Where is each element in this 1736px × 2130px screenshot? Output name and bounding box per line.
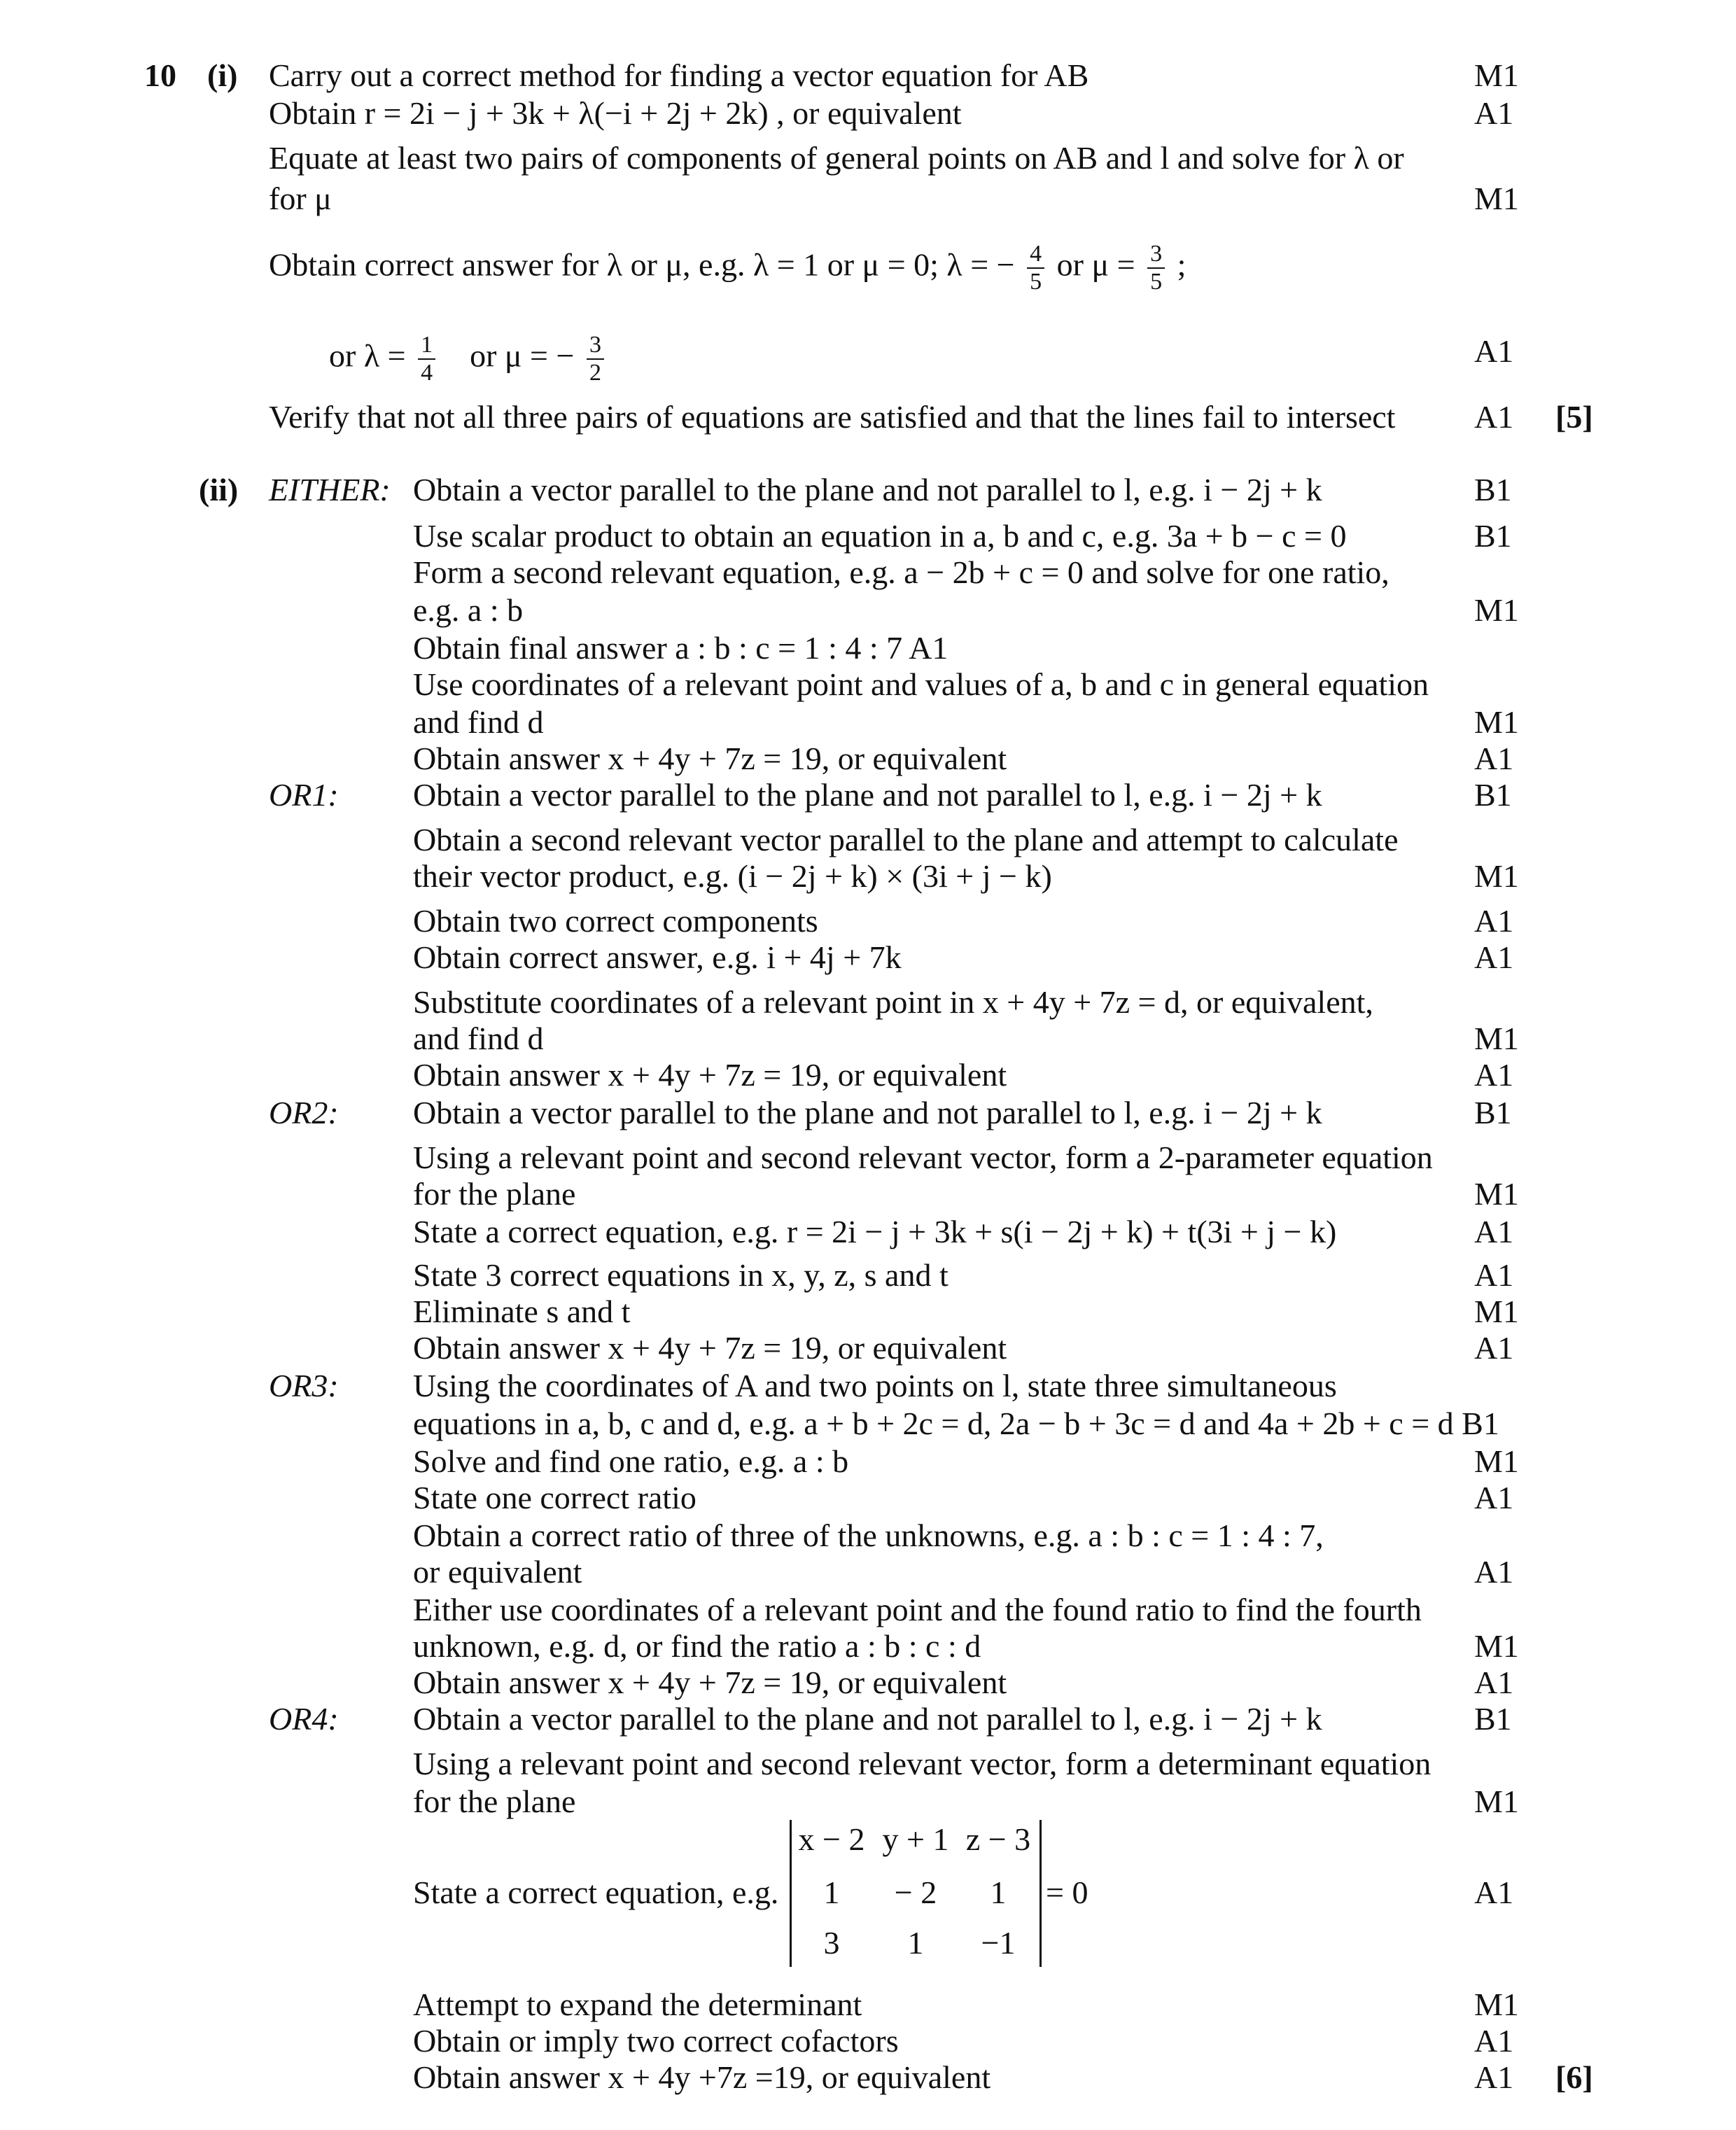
part-i-answer-line (269, 241, 1186, 295)
mark: M1 (1474, 1294, 1519, 1329)
mark: M1 (1474, 1021, 1519, 1056)
or3-line: Obtain answer x + 4y + 7z = 19, or equivalent (413, 1665, 1007, 1700)
mark: A1 (1474, 1875, 1514, 1910)
mark: A1 (1474, 2023, 1514, 2059)
or3-line: or equivalent (413, 1554, 582, 1590)
or1-line: Obtain correct answer, e.g. i + 4j + 7k (413, 939, 902, 975)
answer-text: or λ = (329, 337, 406, 374)
either-line: e.g. a : b (413, 592, 524, 628)
or4-line: Attempt to expand the determinant (413, 1987, 862, 2022)
or1-line: Obtain a vector parallel to the plane and not parallel to l, e.g. i − 2j + k (413, 777, 1322, 813)
or2-line: Using a relevant point and second relevant vector, form a 2-parameter equation (413, 1140, 1433, 1175)
mark: A1 (1474, 1554, 1514, 1590)
determinant (790, 1820, 1042, 1967)
either-line: Obtain a vector parallel to the plane and not parallel to l, e.g. i − 2j + k (413, 472, 1322, 507)
or3-line: Using the coordinates of A and two points on l, state three simultaneous (413, 1368, 1337, 1403)
or1-line: Obtain answer x + 4y + 7z = 19, or equivalent (413, 1057, 1007, 1093)
det-cell: − 2 (894, 1875, 937, 1910)
question-number: 10 (144, 57, 176, 93)
mark: M1 (1474, 1443, 1519, 1479)
det-cell: 3 (823, 1925, 840, 1961)
or2-line: for the plane (413, 1176, 576, 1212)
det-cell: x − 2 (798, 1821, 865, 1857)
det-cell: −1 (981, 1925, 1016, 1961)
fraction: $\frac{4}{5}$ (1027, 241, 1044, 295)
fraction: $\frac{1}{4}$ (418, 332, 435, 386)
part-ii-total: [6] (1555, 2059, 1593, 2095)
or4-line: Obtain or imply two correct cofactors (413, 2023, 899, 2059)
or3-line: equations in a, b, c and d, e.g. a + b + 2c = d, 2a − b + 3c = d and 4a + 2b + c = d B1 (413, 1406, 1499, 1441)
answer-text: ; (1177, 246, 1186, 283)
mark: M1 (1474, 1987, 1519, 2022)
mark: M1 (1474, 1176, 1519, 1212)
mark: A1 (1474, 1665, 1514, 1700)
part-i-line-2: Obtain r = 2i − j + 3k + λ(−i + 2j + 2k) , or equivalent (269, 95, 962, 131)
mark: B1 (1474, 1701, 1512, 1737)
or2-line: Obtain a vector parallel to the plane and not parallel to l, e.g. i − 2j + k (413, 1095, 1322, 1130)
mark: M1 (1474, 1784, 1519, 1819)
mark: M1 (1474, 1628, 1519, 1664)
or4-line: Using a relevant point and second relevant vector, form a determinant equation (413, 1746, 1432, 1781)
part-i-total: [5] (1555, 399, 1593, 435)
or3-line: Solve and find one ratio, e.g. a : b (413, 1443, 849, 1479)
or1-line: Substitute coordinates of a relevant point in x + 4y + 7z = d, or equivalent, (413, 984, 1373, 1020)
mark: M1 (1474, 57, 1519, 93)
mark: A1 (1474, 903, 1514, 939)
part-i-line-verify: Verify that not all three pairs of equations are satisfied and that the lines fail to intersect (269, 399, 1396, 435)
mark: A1 (1474, 1257, 1514, 1293)
det-cell: 1 (907, 1925, 924, 1961)
mark: A1 (1474, 741, 1514, 776)
mark: B1 (1474, 472, 1512, 507)
or2-label: OR2: (269, 1095, 339, 1130)
either-line: Obtain final answer a : b : c = 1 : 4 : 7 A1 (413, 630, 948, 666)
mark: A1 (1474, 95, 1514, 131)
answer-text: or μ = (1056, 246, 1135, 283)
fraction: $\frac{3}{5}$ (1147, 241, 1165, 295)
part-i-alt-answer-line (329, 332, 608, 386)
either-line: Form a second relevant equation, e.g. a − 2b + c = 0 and solve for one ratio, (413, 554, 1390, 590)
part-i-line-3: Equate at least two pairs of components of general points on AB and l and solve for λ or (269, 140, 1404, 176)
mark: M1 (1474, 858, 1519, 894)
det-equals: = 0 (1046, 1875, 1088, 1910)
part-i-label: (i) (207, 57, 238, 93)
det-cell: 1 (990, 1875, 1007, 1910)
either-line: and find d (413, 704, 544, 740)
mark: A1 (1474, 333, 1514, 369)
mark: A1 (1474, 2059, 1514, 2095)
or2-line: Eliminate s and t (413, 1294, 631, 1329)
mark: B1 (1474, 777, 1512, 813)
mark: A1 (1474, 1330, 1514, 1366)
answer-text: Obtain correct answer for λ or μ, e.g. λ = 1 or μ = 0; λ = − (269, 246, 1015, 283)
or2-line: Obtain answer x + 4y + 7z = 19, or equivalent (413, 1330, 1007, 1366)
or4-line: State a correct equation, e.g. (413, 1875, 779, 1910)
or3-line: Either use coordinates of a relevant point and the found ratio to find the fourth (413, 1592, 1422, 1627)
or4-line: Obtain answer x + 4y +7z =19, or equivalent (413, 2059, 991, 2095)
either-line: Use coordinates of a relevant point and values of a, b and c in general equation (413, 666, 1429, 702)
mark: A1 (1474, 1480, 1514, 1515)
det-cell: y + 1 (882, 1821, 949, 1857)
or3-line: State one correct ratio (413, 1480, 696, 1515)
or4-line: Obtain a vector parallel to the plane and not parallel to l, e.g. i − 2j + k (413, 1701, 1322, 1737)
or1-line: Obtain a second relevant vector parallel to the plane and attempt to calculate (413, 822, 1399, 857)
or1-line: and find d (413, 1021, 544, 1056)
mark: A1 (1474, 1057, 1514, 1093)
det-cell: 1 (823, 1875, 840, 1910)
or3-label: OR3: (269, 1368, 339, 1403)
answer-text: or μ = − (470, 337, 575, 374)
mark: M1 (1474, 704, 1519, 740)
fraction: $\frac{3}{2}$ (587, 332, 604, 386)
part-i-line-1: Carry out a correct method for finding a vector equation for AB (269, 57, 1089, 93)
or1-label: OR1: (269, 777, 339, 813)
mark: M1 (1474, 181, 1519, 216)
or3-line: unknown, e.g. d, or find the ratio a : b : c : d (413, 1628, 981, 1664)
mark: A1 (1474, 939, 1514, 975)
det-cell: z − 3 (965, 1821, 1031, 1857)
either-line: Obtain answer x + 4y + 7z = 19, or equivalent (413, 741, 1007, 776)
either-line: Use scalar product to obtain an equation in a, b and c, e.g. 3a + b − c = 0 (413, 518, 1347, 554)
mark: M1 (1474, 592, 1519, 628)
part-ii-label: (ii) (199, 472, 239, 507)
either-label: EITHER: (269, 472, 391, 507)
mark: B1 (1474, 1095, 1512, 1130)
or4-label: OR4: (269, 1701, 339, 1737)
mark: A1 (1474, 399, 1514, 435)
or3-line: Obtain a correct ratio of three of the unknowns, e.g. a : b : c = 1 : 4 : 7, (413, 1518, 1324, 1553)
or1-line: Obtain two correct components (413, 903, 818, 939)
or2-line: State 3 correct equations in x, y, z, s and t (413, 1257, 948, 1293)
mark: B1 (1474, 518, 1512, 554)
or1-line: their vector product, e.g. (i − 2j + k) × (3i + j − k) (413, 858, 1052, 894)
or4-line: for the plane (413, 1784, 576, 1819)
mark: A1 (1474, 1214, 1514, 1249)
or2-line: State a correct equation, e.g. r = 2i − j + 3k + s(i − 2j + k) + t(3i + j − k) (413, 1214, 1337, 1249)
part-i-line-4: for μ (269, 181, 332, 216)
